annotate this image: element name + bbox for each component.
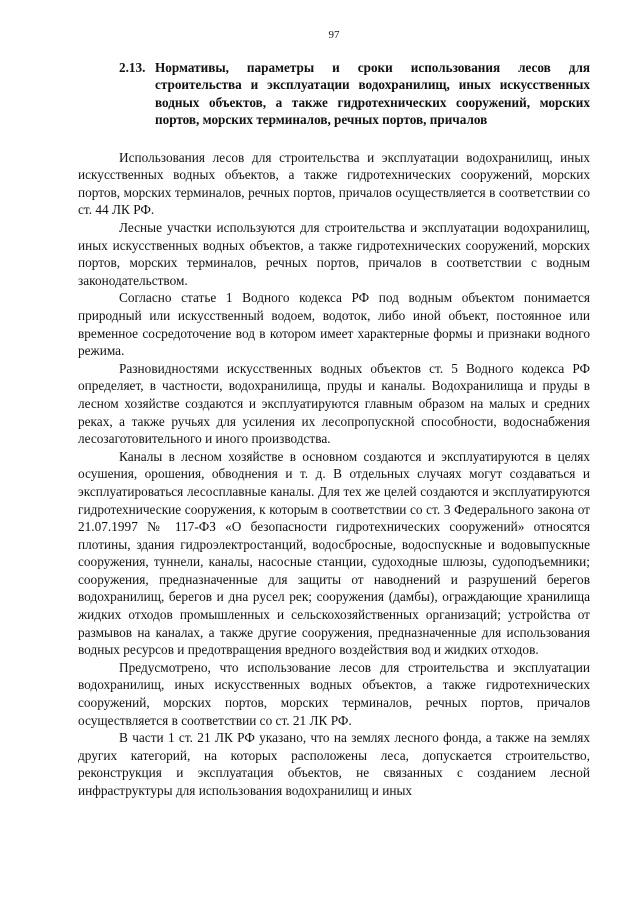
section-heading bbox=[119, 59, 590, 129]
paragraph: Согласно статье 1 Водного кодекса РФ под водным объектом понимается природный или искусственный водоем, водоток, либо иной объект, постоянное или временное сосредоточение вод в котором имеет характерные формы и признаки водного режима. bbox=[78, 290, 590, 359]
page-number: 97 bbox=[328, 29, 340, 41]
paragraph: В части 1 ст. 21 ЛК РФ указано, что на землях лесного фонда, а также на землях других категорий, на которых расположены леса, допускается строительство, реконструкция и эксплуатация объектов, не связанных с созданием лесной инфраструктуры для использования водохранилищ и иных bbox=[78, 730, 590, 798]
section-title: Нормативы, параметры и сроки использования лесов для строительства и эксплуатации водохранилищ, иных искусственных водных объектов, а также гидротехнических сооружений, морских портов, морских терминалов, речных портов, причалов bbox=[155, 60, 590, 128]
paragraph: Лесные участки используются для строительства и эксплуатации водохранилищ, иных искусственных водных объектов, а также гидротехнических сооружений, морских портов, морских терминалов, речных портов, причалов в соответствии с водным законодательством. bbox=[78, 220, 590, 288]
paragraph: Разновидностями искусственных водных объектов ст. 5 Водного кодекса РФ определяет, в частности, водохранилища, пруды и каналы. Водохранилища и пруды в лесном хозяйстве создаются и эксплуатируются главным образом на малых и средних реках, а также ручьях для усиления их лесопропускной способности, водоснабжения лесозаготовительного и иного производства. bbox=[78, 360, 590, 447]
paragraph: Каналы в лесном хозяйстве в основном создаются и эксплуатируются в целях осушения, орошения, обводнения и т. д. В отдельных случаях могут создаваться и эксплуатироваться лесосплавные каналы. Для тех же целей создаются и эксплуатируются гидротехнические сооружения, к которым в соответствии со ст. 3 Федерального закона от 21.07.1997 № 117-ФЗ «О безопасности гидротехнических сооружений» относятся плотины, здания гидроэлектростанций, водосбросные, водоспускные и водовыпускные сооружения, туннели, каналы, насосные станции, судоходные шлюзы, судоподъемники; сооружения, предназначенные для защиты от наводнений и разрушений берегов водохранилищ, берегов и дна русел рек; сооружения (дамбы), ограждающие хранилища жидких отходов промышленных и сельскохозяйственных организаций; устройства от размывов на каналах, а также другие сооружения, предназначенные для использования водных ресурсов и предотвращения вредного воздействия вод и жидких отходов. bbox=[78, 448, 590, 658]
document-body bbox=[78, 149, 590, 800]
paragraph: Использования лесов для строительства и эксплуатации водохранилищ, иных искусственных водных объектов, а также гидротехнических сооружений, морских портов, морских терминалов, речных портов, причалов осуществляется в соответствии со ст. 44 ЛК РФ. bbox=[78, 149, 590, 218]
paragraph: Предусмотрено, что использование лесов для строительства и эксплуатации водохранилищ, иных искусственных водных объектов, а также гидротехнических сооружений, морских портов, морских терминалов, речных портов, причалов осуществляется в соответствии со ст. 21 ЛК РФ. bbox=[78, 659, 590, 728]
section-number: 2.13. bbox=[119, 60, 146, 75]
